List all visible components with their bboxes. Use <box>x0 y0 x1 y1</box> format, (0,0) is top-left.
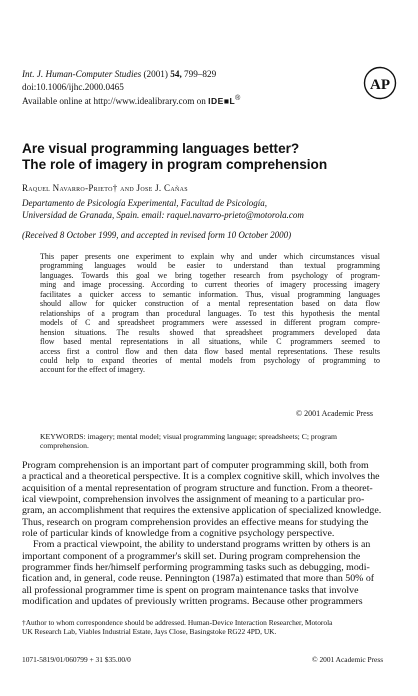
body-line: acquisition of a mental representation of program structure and function. From a theoret- <box>22 482 373 494</box>
doi: doi:10.1006/ijhc.2000.0465 <box>22 81 124 92</box>
abstract-line: should allow for quicker construction of a mental representation based on data flow <box>40 299 380 309</box>
body-line: a practical and a theoretical perspective. It is a complex cognitive skill, which involves the <box>22 471 380 483</box>
journal-volume: 54, <box>170 69 182 79</box>
abstract-line: ming and image processing. According to current theories of imagery processing imagery <box>40 280 380 290</box>
abstract-copyright: © 2001 Academic Press <box>296 409 373 418</box>
abstract-line: flow based mental representations in all situations, while C programmers seemed to <box>40 337 380 347</box>
title-line-1: Are visual programming languages better? <box>22 141 300 156</box>
body-line: modification and updates of previously written programs. Because other programmers <box>22 596 363 608</box>
abstract-line: access first a control flow and then data flow based mental representations. These results <box>40 346 380 356</box>
availability-line <box>22 93 241 107</box>
abstract <box>40 252 380 375</box>
received-date: (Received 8 October 1999, and accepted in revised form 10 October 2000) <box>22 230 292 240</box>
affiliation-line-2: Universidad de Granada, Spain. email: raquel.navarro-prieto@motorola.com <box>22 210 304 220</box>
title-line-2: The role of imagery in program comprehension <box>22 156 328 172</box>
abstract-line: facilitates a quicker access to semantic information. Thus, visual programming languages <box>40 289 380 299</box>
journal-info <box>22 68 241 107</box>
affiliation-line-1: Departamento de Psicología Experimental, Facultad de Psicología, <box>22 198 267 208</box>
keywords-line-2: comprehension. <box>40 441 89 451</box>
affiliation <box>22 197 402 221</box>
issn-code: 1071-5819/01/060799 + 31 $35.00/0 <box>22 655 131 664</box>
body-line: fication and, in general, code reuse. Pennington (1987a) estimated that more than 50% of <box>22 573 375 585</box>
body-line: programmer finds her/himself performing programming tasks such as debugging, modi- <box>22 562 370 574</box>
article-title <box>22 141 402 172</box>
body-line: Thus, research on program comprehension provides an effective means for studying the <box>22 516 369 528</box>
body-line: role of particular kinds of knowledge from a cognitive psychology perspective. <box>22 528 335 540</box>
authors: Raquel Navarro-Prieto† and Jose J. Cañas <box>22 183 188 193</box>
academic-press-logo-icon <box>363 66 397 100</box>
journal-year: (2001) <box>143 69 168 79</box>
journal-citation <box>22 68 241 81</box>
abstract-line: could help to expand theories of mental models from psychology of programming to <box>40 355 380 365</box>
body-line: gram, an accomplishment that requires the extensive application of specialized knowledge. <box>22 505 382 517</box>
body-line: Program comprehension is an important part of computer programming skill, both from <box>22 460 369 471</box>
journal-pages: 799–829 <box>184 69 217 79</box>
body-line: all professional programmer time is spent on program maintenance tasks that involve <box>22 584 359 596</box>
abstract-line: programming languages would be easier to understand than textual programming <box>40 261 380 271</box>
body-line: ical viewpoint, comprehension involves the assignment of meaning to a particular pro- <box>22 494 365 506</box>
body-line: From a practical viewpoint, the ability to understand programs written by others is an <box>33 539 371 551</box>
footer-copyright: © 2001 Academic Press <box>312 655 384 664</box>
keywords-line-1: KEYWORDS: imagery; mental model; visual programming language; spreadsheets; C; program <box>40 432 337 441</box>
body-text <box>22 460 397 607</box>
body-line: important component of a programmer's skill set. During program comprehension the <box>22 550 361 562</box>
abstract-line: relationships of a program than procedural languages. To test this hypothesis the mental <box>40 308 380 318</box>
keywords <box>40 432 380 451</box>
available-online-link[interactable]: Available online at http://www.idealibrary.com on <box>22 95 206 106</box>
abstract-line: account for the effect of imagery. <box>40 365 145 375</box>
journal-name: Int. J. Human-Computer Studies <box>22 69 142 79</box>
abstract-line: hension situations. The results showed that spreadsheet programmers developed data <box>40 327 380 337</box>
abstract-line: models of C and spreadsheet programmers were assessed in different program compre- <box>40 318 380 328</box>
abstract-line: languages. Towards this goal we bring together research from psychology of program- <box>40 270 380 280</box>
ideal-logo: IDE■L® <box>208 95 241 106</box>
footnote-line-1: †Author to whom correspondence should be addressed. Human-Device Interaction Researcher, Motorola <box>22 618 333 627</box>
publisher-logo-text: AP <box>370 77 390 93</box>
footnote-line-2: UK Research Lab, Viables Industrial Estate, Jays Close, Basingstoke RG22 4PD, UK. <box>22 627 277 637</box>
footnote <box>22 618 402 637</box>
abstract-line: This paper presents one experiment to explain why and under which circumstances visual <box>40 252 380 261</box>
